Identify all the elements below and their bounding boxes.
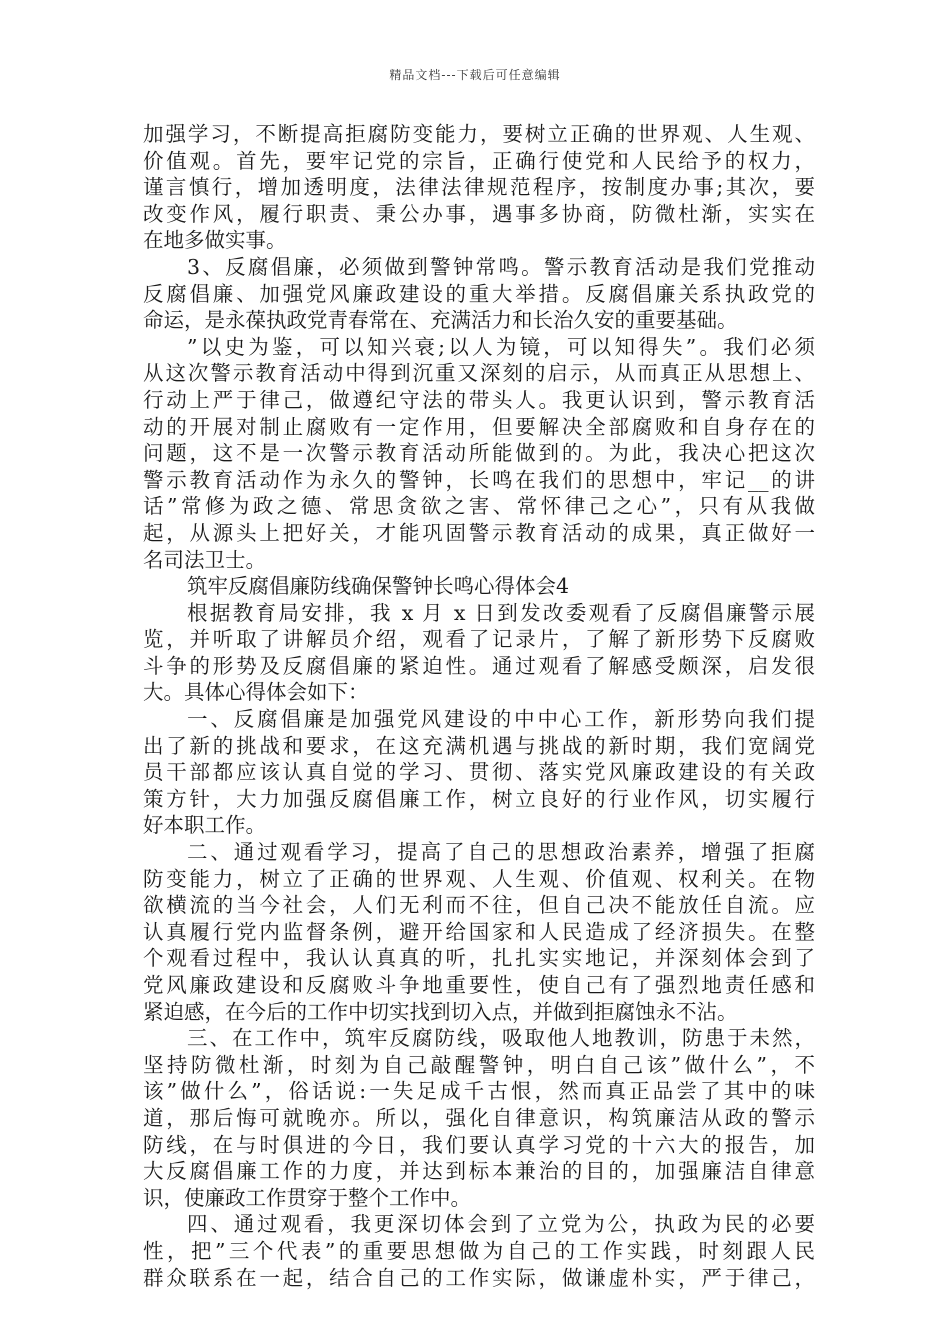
text-line: 策方针，大力加强反腐倡廉工作，树立良好的行业作风，切实履行 — [143, 786, 815, 811]
text-line: 价值观。首先，要牢记党的宗旨，正确行使党和人民给予的权力， — [143, 148, 815, 173]
text-line: 大。具体心得体会如下： — [143, 680, 369, 705]
text-line: 谨言慎行，增加透明度，法律法律规范程序，按制度办事;其次，要 — [143, 175, 815, 200]
text-line: 斗争的形势及反腐倡廉的紧迫性。通过观看了解感受颇深，启发很 — [143, 653, 815, 678]
paragraph — [143, 600, 815, 706]
text-line: 认真履行党内监督条例，避开给国家和人民造成了经济损失。在整 — [143, 919, 815, 944]
paragraph — [143, 121, 815, 254]
text-line: 从这次警示教育活动中得到沉重又深刻的启示，从而真正从思想上、 — [143, 361, 815, 386]
text-line: 问题，这不是一次警示教育活动所能做到的。为此，我决心把这次 — [143, 441, 815, 466]
text-line: 二、通过观看学习，提高了自己的思想政治素养，增强了拒腐 — [187, 840, 815, 865]
text-line: 览，并听取了讲解员介绍，观看了记录片，了解了新形势下反腐败 — [143, 627, 815, 652]
text-line: 行动上严于律己，做遵纪守法的带头人。我更认识到，警示教育活 — [143, 387, 815, 412]
text-line: 好本职工作。 — [143, 813, 266, 838]
text-line: 性，把”三个代表”的重要思想做为自己的工作实践，时刻跟人民 — [143, 1238, 815, 1263]
text-line: 警示教育活动作为永久的警钟，长鸣在我们的思想中，牢记__的讲 — [143, 467, 815, 492]
paragraph — [143, 254, 815, 334]
text-line: 在地多做实事。 — [143, 228, 287, 253]
paragraph — [143, 1025, 815, 1211]
text-line: 该”做什么”，俗话说:一失足成千古恨，然而真正品尝了其中的味 — [143, 1079, 815, 1104]
text-line: 紧迫感，在今后的工作中切实找到切入点，并做到拒腐蚀永不沾。 — [143, 999, 738, 1024]
text-line: 名司法卫士。 — [143, 547, 266, 572]
text-line: 防线，在与时俱进的今日，我们要认真学习党的十六大的报告，加 — [143, 1132, 815, 1157]
paragraph — [143, 334, 815, 573]
text-line: 一、反腐倡廉是加强党风建设的中中心工作，新形势向我们提 — [187, 707, 815, 732]
heading-text: 筑牢反腐倡廉防线确保警钟长鸣心得体会4 — [187, 574, 570, 599]
text-line: 大反腐倡廉工作的力度，并达到标本兼治的目的，加强廉洁自律意 — [143, 1159, 815, 1184]
text-line: 群众联系在一起，结合自己的工作实际，做谦虚朴实，严于律己， — [143, 1265, 815, 1290]
text-line: 党风廉政建设和反腐败斗争地重要性，使自己有了强烈地责任感和 — [143, 973, 815, 997]
text-line: 员干部都应该认真自觉的学习、贯彻、落实党风廉政建设的有关政 — [143, 760, 815, 785]
text-line: 3、反腐倡廉，必须做到警钟常鸣。警示教育活动是我们党推动 — [187, 254, 815, 279]
text-line: 话”常修为政之德、常思贪欲之害、常怀律己之心”，只有从我做 — [143, 494, 815, 519]
text-line: 起，从源头上把好关，才能巩固警示教育活动的成果，真正做好一 — [143, 520, 815, 545]
text-line: 四、通过观看，我更深切体会到了立党为公，执政为民的必要 — [187, 1212, 815, 1237]
text-line: 三、在工作中，筑牢反腐防线，吸取他人地教训，防患于未然， — [187, 1026, 815, 1051]
text-line: 加强学习，不断提高拒腐防变能力，要树立正确的世界观、人生观、 — [143, 122, 815, 146]
text-line: 改变作风，履行职责、秉公办事，遇事多协商，防微杜渐，实实在 — [143, 201, 815, 226]
text-line: ”以史为鉴，可以知兴衰;以人为镜，可以知得失”。我们必须 — [187, 334, 815, 359]
paragraph — [143, 706, 815, 839]
paragraph — [143, 839, 815, 1025]
text-line: 防变能力，树立了正确的世界观、人生观、价值观、权利关。在物 — [143, 866, 815, 891]
text-line: 坚持防微杜渐，时刻为自己敲醒警钟，明白自己该”做什么”，不 — [143, 1052, 815, 1077]
text-line: 出了新的挑战和要求，在这充满机遇与挑战的新时期，我们宽阔党 — [143, 733, 815, 758]
text-line: 道，那后悔可就晚亦。所以，强化自律意识，构筑廉洁从政的警示 — [143, 1105, 815, 1130]
text-line: 个观看过程中，我认认真真的听，扎扎实实地记，并深刻体会到了 — [143, 946, 815, 971]
section-heading — [143, 573, 815, 600]
text-line: 根据教育局安排，我 x 月 x 日到发改委观看了反腐倡廉警示展 — [187, 600, 815, 625]
paragraph — [143, 1211, 815, 1291]
text-line: 欲横流的当今社会，人们无利而不往，但自己决不能放任自流。应 — [143, 893, 815, 918]
document-body — [143, 121, 815, 1291]
text-line: 反腐倡廉、加强党风廉政建设的重大举措。反腐倡廉关系执政党的 — [143, 281, 815, 306]
text-line: 识，使廉政工作贯穿于整个工作中。 — [143, 1185, 471, 1210]
page-header: 精品文档---下载后可任意编辑 — [389, 68, 561, 82]
text-line: 命运，是永葆执政党青春常在、充满活力和长治久安的重要基础。 — [143, 308, 738, 333]
text-line: 动的开展对制止腐败有一定作用，但要解决全部腐败和自身存在的 — [143, 414, 815, 439]
